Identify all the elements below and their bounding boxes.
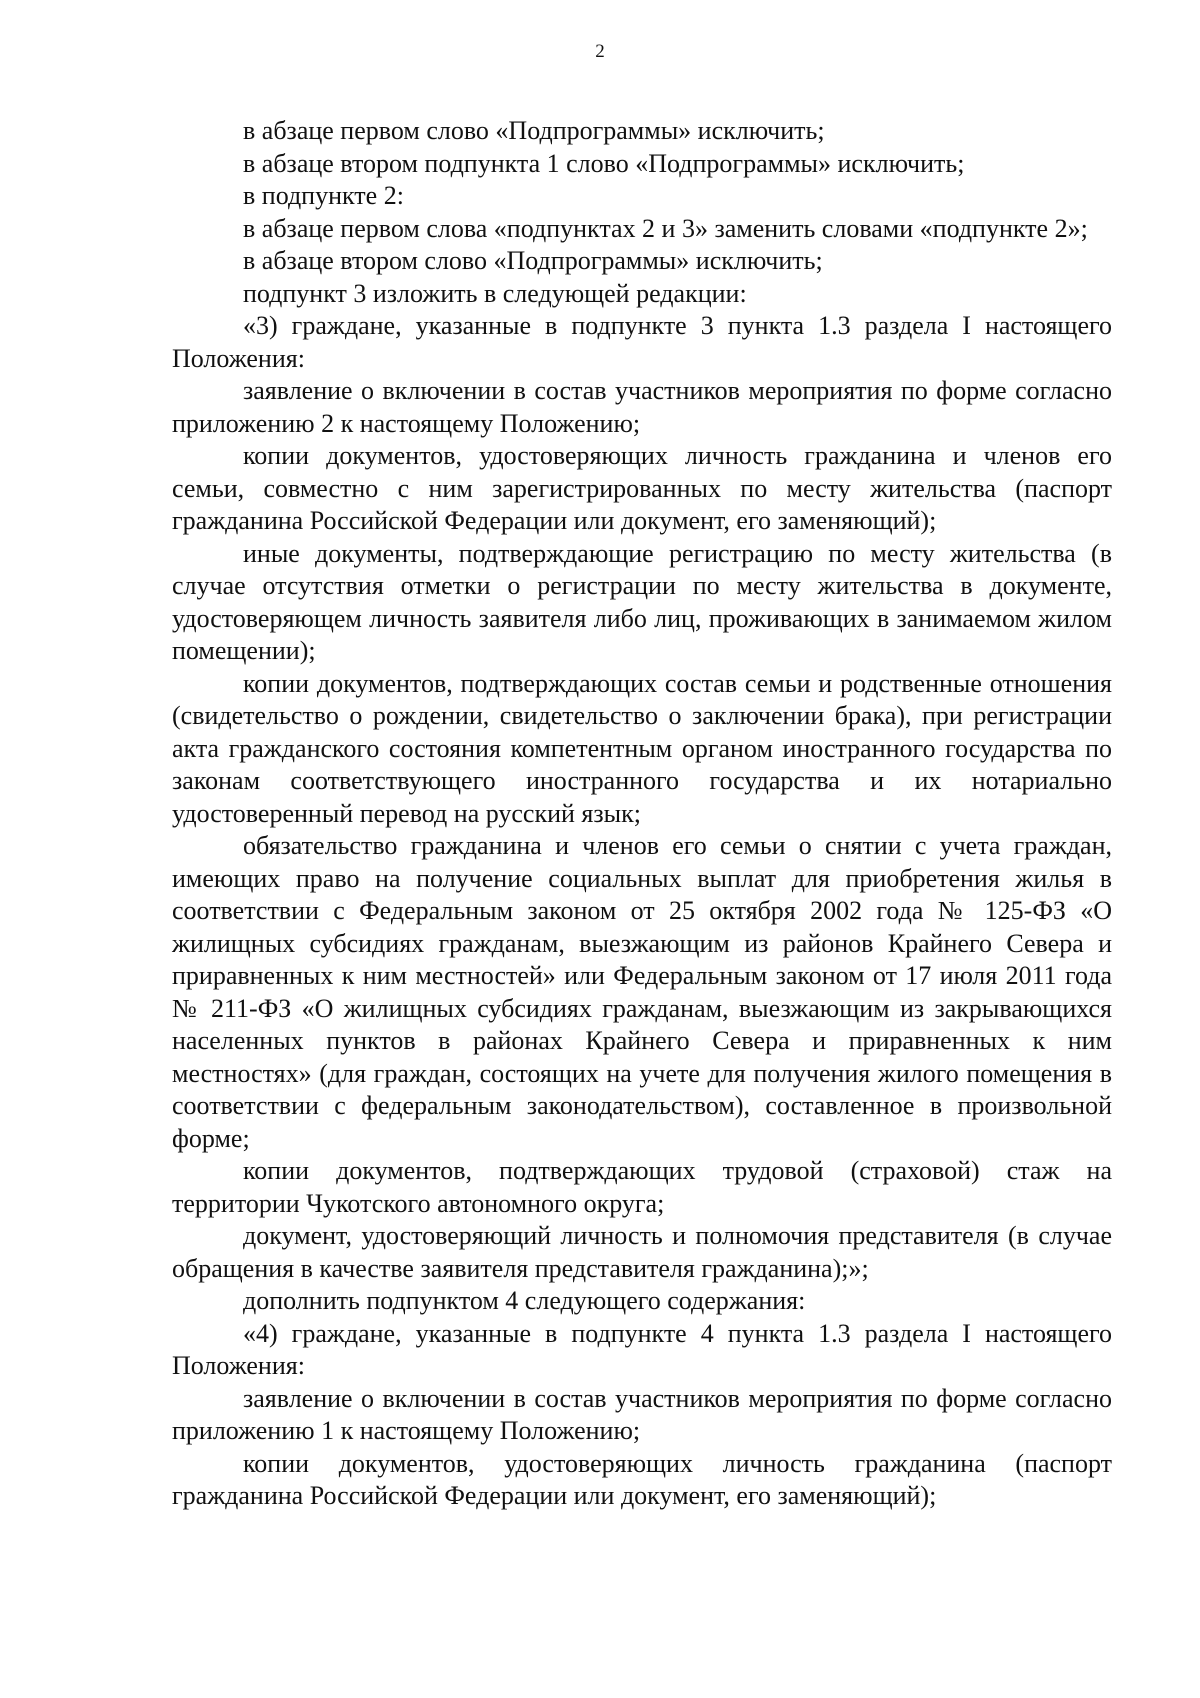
paragraph: «3) граждане, указанные в подпункте 3 пункта 1.3 раздела I настоящего Положения:	[172, 311, 1112, 373]
paragraph: заявление о включении в состав участников мероприятия по форме согласно приложению 1 к настоящему Положению;	[172, 1383, 1112, 1445]
paragraph: обязательство гражданина и членов его семьи о снятии с учета граждан, имеющих право на получение социальных выплат для приобретения жилья в соответствии с Федеральным законом от 25 октября 2002 года № 125-ФЗ «О жилищных субсидиях гражданам, выезжающим из районов Крайнего Севера и приравненных к ним местностей» или Федеральным законом от 17 июля 2011 года № 211-ФЗ «О жилищных субсидиях гражданам, выезжающим из закрывающихся населенных пунктов в районах Крайнего Севера и приравненных к ним местностях» (для граждан, состоящих на учете для получения жилого помещения в соответствии с федеральным законодательством), составленное в произвольной форме;	[172, 831, 1112, 1153]
paragraph: копии документов, удостоверяющих личность гражданина (паспорт гражданина Российской Федерации или документ, его заменяющий);	[172, 1448, 1112, 1510]
paragraph: в абзаце втором подпункта 1 слово «Подпрограммы» исключить;	[243, 148, 965, 178]
paragraph: в подпункте 2:	[243, 181, 404, 210]
paragraph: копии документов, подтверждающих состав семьи и родственные отношения (свидетельство о рождении, свидетельство о заключении брака), при регистрации акта гражданского состояния компетентным органом иностранного государства по законам соответствующего иностранного государства и их нотариально удостоверенный перевод на русский язык;	[172, 668, 1112, 828]
paragraph: в абзаце первом слова «подпунктах 2 и 3» заменить словами «подпункте 2»;	[243, 213, 1088, 243]
paragraph: заявление о включении в состав участников мероприятия по форме согласно приложению 2 к настоящему Положению;	[172, 376, 1112, 438]
paragraph: документ, удостоверяющий личность и полномочия представителя (в случае обращения в качестве заявителя представителя гражданина);»;	[172, 1221, 1112, 1283]
paragraph: в абзаце втором слово «Подпрограммы» исключить;	[243, 246, 823, 275]
document-body	[172, 115, 1112, 1513]
paragraph: копии документов, подтверждающих трудовой (страховой) стаж на территории Чукотского автономного округа;	[172, 1156, 1112, 1218]
paragraph: копии документов, удостоверяющих личность гражданина и членов его семьи, совместно с ним зарегистрированных по месту жительства (паспорт гражданина Российской Федерации или документ, его заменяющий);	[172, 441, 1112, 535]
page-number: 2	[595, 41, 605, 62]
paragraph: «4) граждане, указанные в подпункте 4 пункта 1.3 раздела I настоящего Положения:	[172, 1318, 1112, 1380]
paragraph: иные документы, подтверждающие регистрацию по месту жительства (в случае отсутствия отметки о регистрации по месту жительства в документе, удостоверяющем личность заявителя либо лиц, проживающих в занимаемом жилом помещении);	[172, 538, 1112, 665]
paragraph: дополнить подпунктом 4 следующего содержания:	[243, 1286, 806, 1315]
paragraph: подпункт 3 изложить в следующей редакции:	[243, 278, 747, 308]
paragraph: в абзаце первом слово «Подпрограммы» исключить;	[243, 116, 825, 145]
